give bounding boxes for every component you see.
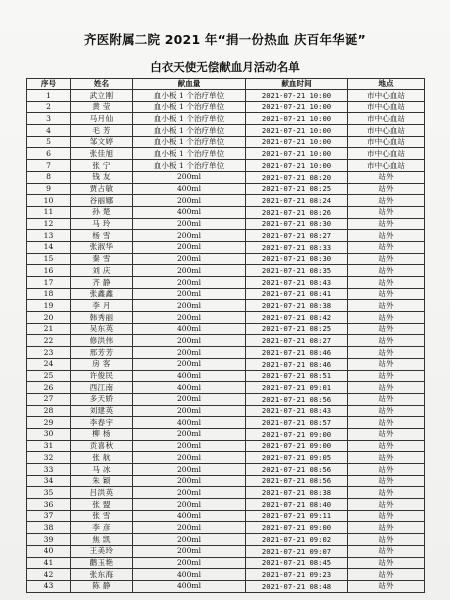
cell-location: 站外 (348, 171, 425, 183)
cell-amount: 200ml (133, 300, 246, 312)
table-row (27, 335, 425, 347)
header-time: 献血时间 (246, 79, 348, 90)
cell-name: 贾占敏 (71, 183, 133, 195)
cell-seq: 5 (27, 136, 71, 148)
cell-name: 马月仙 (71, 113, 133, 125)
cell-location: 市中心血站 (348, 113, 425, 125)
cell-name: 李 月 (71, 300, 133, 312)
cell-name: 张鑫鑫 (71, 288, 133, 300)
table-row (27, 545, 425, 557)
cell-location: 站外 (348, 382, 425, 394)
cell-name: 柳 杨 (71, 428, 133, 440)
cell-seq: 29 (27, 417, 71, 429)
cell-seq: 42 (27, 569, 71, 581)
table-row (27, 428, 425, 440)
cell-time: 2021-07-21 08:48 (246, 580, 348, 592)
cell-name: 黄 莹 (71, 101, 133, 113)
cell-name: 贡喜秋 (71, 440, 133, 452)
cell-amount: 400ml (133, 323, 246, 335)
cell-seq: 25 (27, 370, 71, 382)
table-body (27, 90, 425, 593)
cell-amount: 血小板 1 个治疗单位 (133, 136, 246, 148)
header-amount: 献血量 (133, 79, 246, 90)
cell-name: 王美玲 (71, 545, 133, 557)
cell-seq: 6 (27, 148, 71, 160)
table-row (27, 417, 425, 429)
table-row (27, 136, 425, 148)
cell-location: 站外 (348, 312, 425, 324)
cell-time: 2021-07-21 08:43 (246, 405, 348, 417)
table-row (27, 347, 425, 359)
cell-seq: 39 (27, 534, 71, 546)
cell-name: 张 雪 (71, 510, 133, 522)
cell-seq: 20 (27, 312, 71, 324)
table-header-row (27, 79, 425, 90)
cell-name: 刘建英 (71, 405, 133, 417)
cell-time: 2021-07-21 10:00 (246, 101, 348, 113)
cell-location: 站外 (348, 452, 425, 464)
cell-amount: 血小板 1 个治疗单位 (133, 125, 246, 137)
cell-name: 吴东英 (71, 323, 133, 335)
cell-time: 2021-07-21 09:00 (246, 522, 348, 534)
cell-amount: 200ml (133, 230, 246, 242)
cell-time: 2021-07-21 09:02 (246, 534, 348, 546)
cell-seq: 28 (27, 405, 71, 417)
cell-amount: 200ml (133, 452, 246, 464)
header-location: 地点 (348, 79, 425, 90)
table-row (27, 440, 425, 452)
cell-seq: 33 (27, 464, 71, 476)
cell-time: 2021-07-21 09:00 (246, 428, 348, 440)
cell-seq: 36 (27, 499, 71, 511)
cell-name: 焦 凯 (71, 534, 133, 546)
cell-seq: 24 (27, 358, 71, 370)
cell-location: 站外 (348, 347, 425, 359)
cell-amount: 200ml (133, 218, 246, 230)
document-title: 齐医附属二院 2021 年“捐一份热血 庆百年华诞” (84, 32, 366, 47)
cell-seq: 34 (27, 475, 71, 487)
cell-amount: 400ml (133, 183, 246, 195)
cell-time: 2021-07-21 10:00 (246, 136, 348, 148)
cell-name: 房 客 (71, 358, 133, 370)
cell-seq: 9 (27, 183, 71, 195)
table-row (27, 534, 425, 546)
header-seq: 序号 (27, 79, 71, 90)
cell-time: 2021-07-21 10:00 (246, 125, 348, 137)
cell-name: 武立刚 (71, 90, 133, 102)
cell-location: 站外 (348, 417, 425, 429)
cell-time: 2021-07-21 08:40 (246, 499, 348, 511)
cell-amount: 200ml (133, 440, 246, 452)
cell-time: 2021-07-21 09:01 (246, 382, 348, 394)
donor-table (26, 78, 425, 593)
cell-location: 站外 (348, 440, 425, 452)
table-row (27, 312, 425, 324)
table-row (27, 253, 425, 265)
cell-seq: 3 (27, 113, 71, 125)
cell-time: 2021-07-21 09:05 (246, 452, 348, 464)
cell-location: 市中心血站 (348, 90, 425, 102)
cell-time: 2021-07-21 10:00 (246, 113, 348, 125)
cell-time: 2021-07-21 08:26 (246, 206, 348, 218)
cell-time: 2021-07-21 08:41 (246, 288, 348, 300)
cell-amount: 400ml (133, 206, 246, 218)
cell-seq: 1 (27, 90, 71, 102)
cell-location: 站外 (348, 253, 425, 265)
cell-time: 2021-07-21 09:11 (246, 510, 348, 522)
cell-seq: 32 (27, 452, 71, 464)
table-row (27, 522, 425, 534)
cell-name: 西江南 (71, 382, 133, 394)
cell-time: 2021-07-21 08:56 (246, 475, 348, 487)
table-row (27, 171, 425, 183)
cell-name: 张淑华 (71, 241, 133, 253)
cell-time: 2021-07-21 10:00 (246, 160, 348, 172)
cell-time: 2021-07-21 08:46 (246, 347, 348, 359)
cell-location: 站外 (348, 545, 425, 557)
cell-location: 站外 (348, 405, 425, 417)
cell-location: 市中心血站 (348, 125, 425, 137)
cell-time: 2021-07-21 08:30 (246, 253, 348, 265)
cell-location: 站外 (348, 230, 425, 242)
table-row (27, 160, 425, 172)
table-row (27, 510, 425, 522)
cell-location: 站外 (348, 288, 425, 300)
cell-time: 2021-07-21 08:35 (246, 265, 348, 277)
cell-amount: 400ml (133, 569, 246, 581)
cell-name: 陈 静 (71, 580, 133, 592)
cell-seq: 35 (27, 487, 71, 499)
cell-time: 2021-07-21 08:42 (246, 312, 348, 324)
cell-amount: 200ml (133, 335, 246, 347)
cell-name: 鹳玉艳 (71, 557, 133, 569)
cell-amount: 400ml (133, 417, 246, 429)
cell-time: 2021-07-21 08:27 (246, 335, 348, 347)
cell-amount: 200ml (133, 253, 246, 265)
cell-amount: 200ml (133, 171, 246, 183)
cell-time: 2021-07-21 08:43 (246, 277, 348, 289)
cell-seq: 38 (27, 522, 71, 534)
cell-amount: 400ml (133, 370, 246, 382)
cell-time: 2021-07-21 08:57 (246, 417, 348, 429)
cell-name: 马 冰 (71, 464, 133, 476)
cell-time: 2021-07-21 08:38 (246, 487, 348, 499)
table-row (27, 300, 425, 312)
cell-amount: 200ml (133, 487, 246, 499)
cell-time: 2021-07-21 08:25 (246, 183, 348, 195)
cell-name: 毛 芳 (71, 125, 133, 137)
cell-time: 2021-07-21 09:23 (246, 569, 348, 581)
cell-amount: 200ml (133, 405, 246, 417)
cell-seq: 37 (27, 510, 71, 522)
table-row (27, 382, 425, 394)
cell-name: 杨 雪 (71, 230, 133, 242)
cell-amount: 200ml (133, 545, 246, 557)
table-row (27, 195, 425, 207)
cell-time: 2021-07-21 09:00 (246, 440, 348, 452)
cell-time: 2021-07-21 08:30 (246, 218, 348, 230)
table-row (27, 90, 425, 102)
cell-seq: 10 (27, 195, 71, 207)
cell-location: 站外 (348, 464, 425, 476)
table-row (27, 569, 425, 581)
table-row (27, 405, 425, 417)
cell-time: 2021-07-21 08:51 (246, 370, 348, 382)
cell-location: 站外 (348, 475, 425, 487)
cell-time: 2021-07-21 08:56 (246, 393, 348, 405)
cell-seq: 31 (27, 440, 71, 452)
cell-name: 多天娇 (71, 393, 133, 405)
cell-time: 2021-07-21 08:45 (246, 557, 348, 569)
cell-amount: 200ml (133, 265, 246, 277)
cell-location: 站外 (348, 370, 425, 382)
cell-seq: 4 (27, 125, 71, 137)
cell-location: 市中心血站 (348, 136, 425, 148)
cell-name: 秦 雪 (71, 253, 133, 265)
cell-time: 2021-07-21 10:00 (246, 90, 348, 102)
cell-name: 许俊民 (71, 370, 133, 382)
table-row (27, 241, 425, 253)
cell-seq: 41 (27, 557, 71, 569)
cell-time: 2021-07-21 08:20 (246, 171, 348, 183)
cell-amount: 200ml (133, 288, 246, 300)
cell-name: 张 盟 (71, 499, 133, 511)
cell-amount: 200ml (133, 241, 246, 253)
cell-amount: 200ml (133, 499, 246, 511)
cell-name: 张佳旭 (71, 148, 133, 160)
cell-location: 市中心血站 (348, 148, 425, 160)
table-row (27, 218, 425, 230)
cell-location: 站外 (348, 206, 425, 218)
cell-location: 站外 (348, 277, 425, 289)
cell-seq: 22 (27, 335, 71, 347)
cell-location: 站外 (348, 557, 425, 569)
cell-name: 李春宇 (71, 417, 133, 429)
cell-amount: 200ml (133, 393, 246, 405)
cell-amount: 200ml (133, 557, 246, 569)
cell-location: 站外 (348, 323, 425, 335)
cell-seq: 8 (27, 171, 71, 183)
cell-seq: 30 (27, 428, 71, 440)
cell-time: 2021-07-21 08:38 (246, 300, 348, 312)
cell-amount: 200ml (133, 347, 246, 359)
cell-name: 钱 友 (71, 171, 133, 183)
cell-time: 2021-07-21 08:24 (246, 195, 348, 207)
cell-amount: 200ml (133, 522, 246, 534)
table-row (27, 393, 425, 405)
table-row (27, 580, 425, 592)
cell-name: 邢芳芳 (71, 347, 133, 359)
cell-amount: 200ml (133, 428, 246, 440)
cell-seq: 19 (27, 300, 71, 312)
cell-seq: 43 (27, 580, 71, 592)
cell-time: 2021-07-21 08:33 (246, 241, 348, 253)
cell-amount: 400ml (133, 580, 246, 592)
cell-amount: 血小板 1 个治疗单位 (133, 113, 246, 125)
cell-location: 站外 (348, 499, 425, 511)
table-row (27, 499, 425, 511)
cell-location: 站外 (348, 358, 425, 370)
cell-seq: 13 (27, 230, 71, 242)
cell-amount: 400ml (133, 382, 246, 394)
table-row (27, 183, 425, 195)
cell-seq: 11 (27, 206, 71, 218)
cell-location: 站外 (348, 428, 425, 440)
cell-amount: 血小板 1 个治疗单位 (133, 90, 246, 102)
table-row (27, 557, 425, 569)
cell-name: 孙 楚 (71, 206, 133, 218)
cell-amount: 血小板 1 个治疗单位 (133, 101, 246, 113)
cell-seq: 18 (27, 288, 71, 300)
cell-location: 站外 (348, 534, 425, 546)
cell-seq: 23 (27, 347, 71, 359)
cell-name: 修洪伟 (71, 335, 133, 347)
cell-time: 2021-07-21 08:46 (246, 358, 348, 370)
table-row (27, 148, 425, 160)
cell-seq: 15 (27, 253, 71, 265)
table-row (27, 358, 425, 370)
cell-location: 站外 (348, 487, 425, 499)
cell-seq: 12 (27, 218, 71, 230)
cell-location: 站外 (348, 300, 425, 312)
cell-amount: 200ml (133, 464, 246, 476)
cell-name: 朱 颖 (71, 475, 133, 487)
cell-time: 2021-07-21 08:27 (246, 230, 348, 242)
cell-name: 张 航 (71, 452, 133, 464)
cell-seq: 2 (27, 101, 71, 113)
cell-name: 刘 庆 (71, 265, 133, 277)
cell-time: 2021-07-21 09:07 (246, 545, 348, 557)
table-row (27, 230, 425, 242)
cell-location: 站外 (348, 510, 425, 522)
header-name: 姓名 (71, 79, 133, 90)
cell-location: 市中心血站 (348, 160, 425, 172)
cell-location: 站外 (348, 522, 425, 534)
table-row (27, 125, 425, 137)
cell-amount: 血小板 1 个治疗单位 (133, 160, 246, 172)
cell-amount: 200ml (133, 195, 246, 207)
cell-amount: 血小板 1 个治疗单位 (133, 148, 246, 160)
cell-name: 李 彦 (71, 522, 133, 534)
cell-amount: 200ml (133, 312, 246, 324)
cell-location: 站外 (348, 569, 425, 581)
cell-amount: 200ml (133, 358, 246, 370)
cell-name: 邹文婷 (71, 136, 133, 148)
cell-name: 韩秀丽 (71, 312, 133, 324)
cell-seq: 14 (27, 241, 71, 253)
cell-time: 2021-07-21 08:56 (246, 464, 348, 476)
cell-name: 张东海 (71, 569, 133, 581)
document-subtitle: 白衣天使无偿献血月活动名单 (150, 60, 300, 74)
table-row (27, 288, 425, 300)
cell-location: 站外 (348, 265, 425, 277)
cell-amount: 200ml (133, 534, 246, 546)
cell-amount: 200ml (133, 277, 246, 289)
table-row (27, 452, 425, 464)
table-row (27, 475, 425, 487)
cell-location: 站外 (348, 241, 425, 253)
cell-seq: 27 (27, 393, 71, 405)
cell-name: 谷丽娜 (71, 195, 133, 207)
cell-amount: 200ml (133, 475, 246, 487)
table-row (27, 323, 425, 335)
cell-location: 站外 (348, 195, 425, 207)
cell-location: 站外 (348, 335, 425, 347)
cell-location: 站外 (348, 183, 425, 195)
cell-location: 站外 (348, 580, 425, 592)
cell-seq: 21 (27, 323, 71, 335)
table-row (27, 487, 425, 499)
cell-name: 吕洪英 (71, 487, 133, 499)
table-row (27, 265, 425, 277)
cell-seq: 17 (27, 277, 71, 289)
cell-location: 站外 (348, 218, 425, 230)
table-row (27, 277, 425, 289)
cell-location: 市中心血站 (348, 101, 425, 113)
cell-time: 2021-07-21 10:00 (246, 148, 348, 160)
table-row (27, 464, 425, 476)
cell-seq: 7 (27, 160, 71, 172)
cell-seq: 40 (27, 545, 71, 557)
table-row (27, 370, 425, 382)
cell-amount: 400ml (133, 510, 246, 522)
table-row (27, 113, 425, 125)
cell-seq: 26 (27, 382, 71, 394)
cell-seq: 16 (27, 265, 71, 277)
cell-name: 马 玲 (71, 218, 133, 230)
cell-name: 张 宁 (71, 160, 133, 172)
cell-name: 齐 静 (71, 277, 133, 289)
table-row (27, 206, 425, 218)
table-row (27, 101, 425, 113)
cell-time: 2021-07-21 08:25 (246, 323, 348, 335)
cell-location: 站外 (348, 393, 425, 405)
